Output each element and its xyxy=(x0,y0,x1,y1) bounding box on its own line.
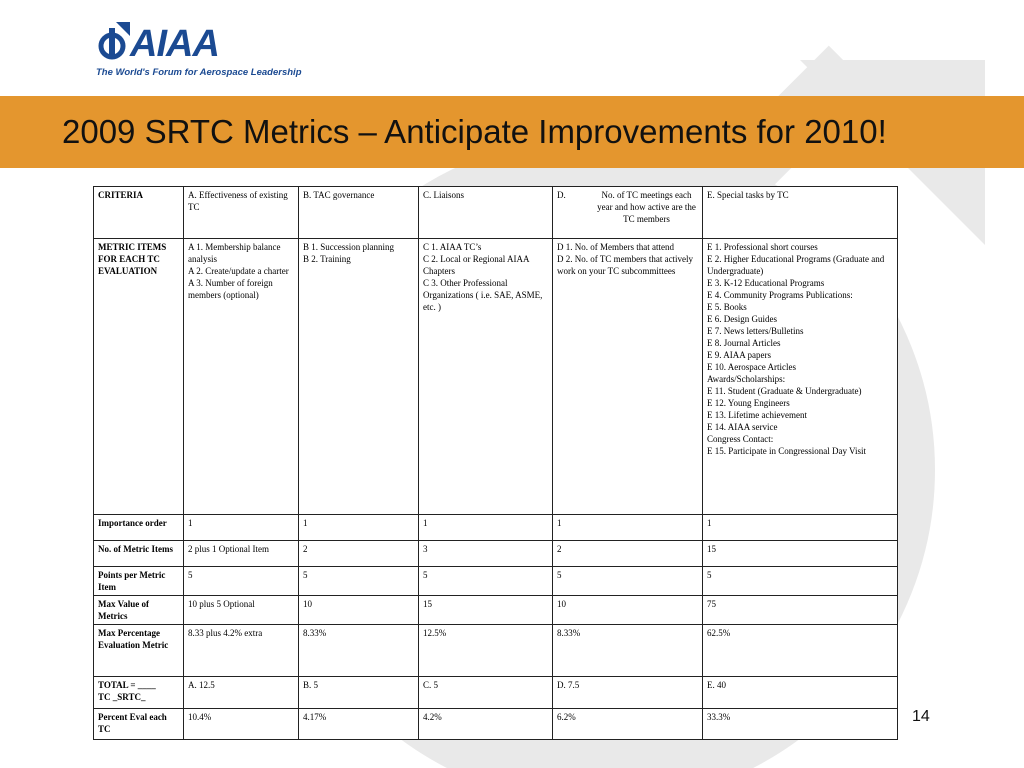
points-per-item-row xyxy=(94,567,898,596)
table-cell: 10 plus 5 Optional xyxy=(184,596,299,625)
table-cell: 5 xyxy=(703,567,898,596)
logo-wordmark: AIAA xyxy=(130,23,219,65)
table-cell: D 1. No. of Members that attend D 2. No. of TC members that actively work on your TC subcommittees xyxy=(553,239,703,515)
num-metric-items-row xyxy=(94,541,898,567)
row-header-cell: Importance order xyxy=(94,515,184,541)
criteria-d-description: No. of TC meetings each year and how active are the TC members xyxy=(597,190,696,224)
table-cell: A. 12.5 xyxy=(184,677,299,709)
table-cell: 8.33% xyxy=(553,625,703,677)
table-cell: 2 plus 1 Optional Item xyxy=(184,541,299,567)
logo-tagline: The World's Forum for Aerospace Leadership xyxy=(96,67,302,78)
table-cell: 8.33% xyxy=(299,625,419,677)
max-value-row xyxy=(94,596,898,625)
row-header-cell: Percent Eval each TC xyxy=(94,709,184,740)
row-header-cell: Max Value of Metrics xyxy=(94,596,184,625)
table-cell: E 1. Professional short courses E 2. Higher Educational Programs (Graduate and Undergraduate) E 3. K-12 Educational Programs E 4. Community Programs Publications: E 5. Books E 6. Design Guides E 7. News letters/Bulletins E 8. Journal Articles E 9. AIAA papers E 10. Aerospace Articles Awards/Scholarships: E 11. Student (Graduate & Undergraduate) E 12. Young Engineers E 13. Lifetime achievement E 14. AIAA service Congress Contact: E 15. Participate in Congressional Day Visit xyxy=(703,239,898,515)
table-cell: 10.4% xyxy=(184,709,299,740)
table-cell: C 1. AIAA TC’s C 2. Local or Regional AIAA Chapters C 3. Other Professional Organizations ( i.e. SAE, ASME, etc. ) xyxy=(419,239,553,515)
table-cell: 75 xyxy=(703,596,898,625)
table-cell: B 1. Succession planning B 2. Training xyxy=(299,239,419,515)
table-cell: 33.3% xyxy=(703,709,898,740)
table-cell: C. 5 xyxy=(419,677,553,709)
table-cell: 15 xyxy=(419,596,553,625)
table-cell: 1 xyxy=(299,515,419,541)
total-row xyxy=(94,677,898,709)
table-cell: 8.33 plus 4.2% extra xyxy=(184,625,299,677)
table-cell: 2 xyxy=(553,541,703,567)
table-cell: 2 xyxy=(299,541,419,567)
table-cell: 1 xyxy=(184,515,299,541)
table-cell: 1 xyxy=(703,515,898,541)
row-header-cell: Max Percentage Evaluation Metric xyxy=(94,625,184,677)
table-cell: 5 xyxy=(419,567,553,596)
table-cell: C. Liaisons xyxy=(419,187,553,239)
table-cell: A. Effectiveness of existing TC xyxy=(184,187,299,239)
row-header-cell: CRITERIA xyxy=(94,187,184,239)
table-cell: 4.17% xyxy=(299,709,419,740)
table-cell: 10 xyxy=(299,596,419,625)
table-cell: 5 xyxy=(299,567,419,596)
table-cell: 5 xyxy=(553,567,703,596)
table-cell: 5 xyxy=(184,567,299,596)
logo-mark-icon xyxy=(96,20,132,64)
table-cell: 10 xyxy=(553,596,703,625)
slide-title: 2009 SRTC Metrics – Anticipate Improvements for 2010! xyxy=(62,113,887,150)
table-cell xyxy=(553,187,703,239)
metrics-table xyxy=(93,186,898,740)
table-cell: 6.2% xyxy=(553,709,703,740)
row-header-cell: No. of Metric Items xyxy=(94,541,184,567)
row-header-cell: METRIC ITEMS FOR EACH TC EVALUATION xyxy=(94,239,184,515)
page-number: 14 xyxy=(912,708,930,725)
percent-eval-row xyxy=(94,709,898,740)
table-cell: 3 xyxy=(419,541,553,567)
max-percentage-row xyxy=(94,625,898,677)
table-cell: 12.5% xyxy=(419,625,553,677)
row-header-cell: Points per Metric Item xyxy=(94,567,184,596)
table-cell: 1 xyxy=(553,515,703,541)
importance-order-row xyxy=(94,515,898,541)
table-cell: 1 xyxy=(419,515,553,541)
criteria-row xyxy=(94,187,898,239)
table-cell: E. 40 xyxy=(703,677,898,709)
row-header-cell: TOTAL = ____ TC _SRTC_ xyxy=(94,677,184,709)
table-cell: A 1. Membership balance analysis A 2. Create/update a charter A 3. Number of foreign members (optional) xyxy=(184,239,299,515)
table-cell: B. TAC governance xyxy=(299,187,419,239)
table-cell: 4.2% xyxy=(419,709,553,740)
table-cell: E. Special tasks by TC xyxy=(703,187,898,239)
table-cell: B. 5 xyxy=(299,677,419,709)
criteria-d-label: D. xyxy=(557,190,566,200)
table-cell: D. 7.5 xyxy=(553,677,703,709)
table-cell: 62.5% xyxy=(703,625,898,677)
aiaa-logo xyxy=(96,20,302,82)
table-cell: 15 xyxy=(703,541,898,567)
metric-items-row xyxy=(94,239,898,515)
